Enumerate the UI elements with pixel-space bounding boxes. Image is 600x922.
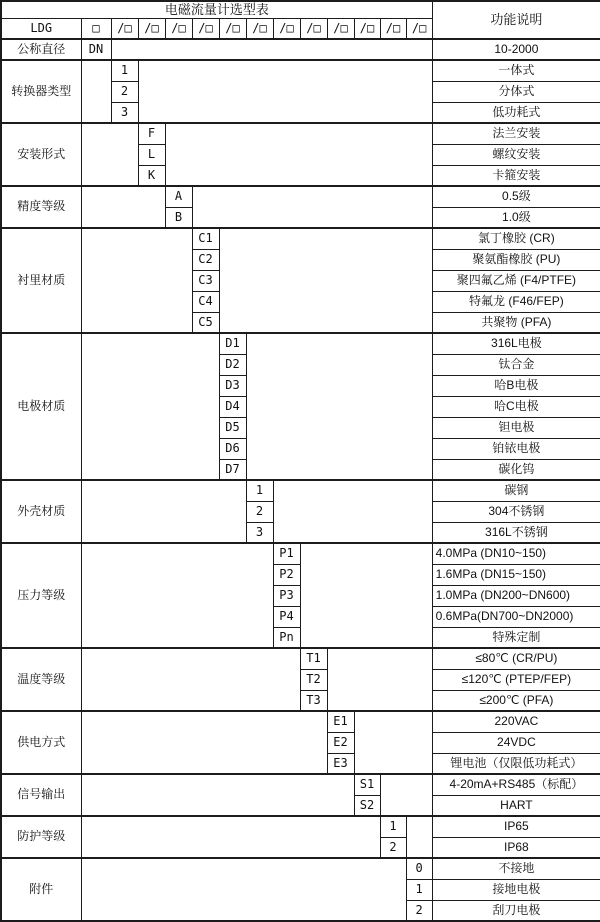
group-label-nominal-diameter: 公称直径 [1, 39, 81, 60]
code-power-e3: E3 [327, 753, 354, 774]
function-accessory-1: 接地电极 [432, 879, 600, 900]
model-slot-12: /□ [406, 18, 432, 39]
function-electrode-d3: 哈B电极 [432, 375, 600, 396]
function-converter-1: 一体式 [432, 60, 600, 81]
code-liner-c4: C4 [192, 291, 219, 312]
code-liner-c5: C5 [192, 312, 219, 333]
function-pressure-p3: 1.0MPa (DN200~DN600) [432, 585, 600, 606]
code-liner-c1: C1 [192, 228, 219, 249]
code-pressure-p1: P1 [273, 543, 300, 564]
empty-cell [81, 123, 138, 186]
function-electrode-d6: 铂铱电极 [432, 438, 600, 459]
model-slot-5: /□ [219, 18, 246, 39]
function-liner-c1: 氯丁橡胶 (CR) [432, 228, 600, 249]
function-protection-2: IP68 [432, 837, 600, 858]
code-pressure-p4: P4 [273, 606, 300, 627]
code-electrode-d3: D3 [219, 375, 246, 396]
group-label-signal-output: 信号输出 [1, 774, 81, 816]
code-temp-t1: T1 [300, 648, 327, 669]
model-slot-7: /□ [273, 18, 300, 39]
code-install-k: K [138, 165, 165, 186]
code-converter-1: 1 [111, 60, 138, 81]
code-electrode-d4: D4 [219, 396, 246, 417]
model-slot-1: /□ [111, 18, 138, 39]
empty-cell [273, 480, 432, 543]
empty-cell [138, 60, 432, 123]
function-housing-3: 316L不锈钢 [432, 522, 600, 543]
empty-cell [81, 543, 273, 648]
code-housing-2: 2 [246, 501, 273, 522]
empty-cell [354, 711, 432, 774]
model-slot-4: /□ [192, 18, 219, 39]
code-install-l: L [138, 144, 165, 165]
empty-cell [219, 228, 432, 333]
function-accuracy-b: 1.0级 [432, 207, 600, 228]
group-label-accessories: 附件 [1, 858, 81, 921]
function-install-l: 螺纹安装 [432, 144, 600, 165]
function-temp-t1: ≤80℃ (CR/PU) [432, 648, 600, 669]
group-label-housing: 外壳材质 [1, 480, 81, 543]
code-accuracy-b: B [165, 207, 192, 228]
function-install-k: 卡箍安装 [432, 165, 600, 186]
code-dn: DN [81, 39, 111, 60]
code-housing-1: 1 [246, 480, 273, 501]
function-liner-c5: 共聚物 (PFA) [432, 312, 600, 333]
empty-cell [81, 333, 219, 480]
code-power-e1: E1 [327, 711, 354, 732]
function-column-header: 功能说明 [432, 1, 600, 39]
function-power-e2: 24VDC [432, 732, 600, 753]
empty-cell [81, 480, 246, 543]
model-box: □ [81, 18, 111, 39]
group-label-electrode: 电极材质 [1, 333, 81, 480]
code-accessory-0: 0 [406, 858, 432, 879]
code-housing-3: 3 [246, 522, 273, 543]
empty-cell [111, 39, 432, 60]
function-accessory-0: 不接地 [432, 858, 600, 879]
function-dn: 10-2000 [432, 39, 600, 60]
empty-cell [81, 774, 354, 816]
function-housing-2: 304不锈钢 [432, 501, 600, 522]
function-pressure-p1: 4.0MPa (DN10~150) [432, 543, 600, 564]
table-title: 电磁流量计选型表 [1, 1, 432, 18]
function-pressure-p4: 0.6MPa(DN700~DN2000) [432, 606, 600, 627]
function-accuracy-a: 0.5级 [432, 186, 600, 207]
code-electrode-d2: D2 [219, 354, 246, 375]
code-converter-2: 2 [111, 81, 138, 102]
code-converter-3: 3 [111, 102, 138, 123]
function-pressure-pn: 特殊定制 [432, 627, 600, 648]
function-temp-t3: ≤200℃ (PFA) [432, 690, 600, 711]
code-temp-t2: T2 [300, 669, 327, 690]
function-liner-c3: 聚四氟乙烯 (F4/PTFE) [432, 270, 600, 291]
empty-cell [165, 123, 432, 186]
model-prefix: LDG [1, 18, 81, 39]
empty-cell [300, 543, 432, 648]
group-label-liner: 衬里材质 [1, 228, 81, 333]
code-protection-1: 1 [380, 816, 406, 837]
model-slot-9: /□ [327, 18, 354, 39]
function-liner-c2: 聚氨酯橡胶 (PU) [432, 249, 600, 270]
empty-cell [81, 60, 111, 123]
code-signal-s1: S1 [354, 774, 380, 795]
model-slot-8: /□ [300, 18, 327, 39]
empty-cell [327, 648, 432, 711]
model-slot-3: /□ [165, 18, 192, 39]
group-label-temperature: 温度等级 [1, 648, 81, 711]
code-accuracy-a: A [165, 186, 192, 207]
empty-cell [81, 816, 380, 858]
function-converter-3: 低功耗式 [432, 102, 600, 123]
group-label-converter-type: 转换器类型 [1, 60, 81, 123]
code-liner-c3: C3 [192, 270, 219, 291]
empty-cell [81, 228, 192, 333]
empty-cell [380, 774, 432, 816]
empty-cell [81, 858, 406, 921]
code-accessory-2: 2 [406, 900, 432, 921]
code-protection-2: 2 [380, 837, 406, 858]
code-accessory-1: 1 [406, 879, 432, 900]
code-electrode-d6: D6 [219, 438, 246, 459]
function-signal-s1: 4-20mA+RS485（标配） [432, 774, 600, 795]
function-install-f: 法兰安装 [432, 123, 600, 144]
function-electrode-d7: 碳化钨 [432, 459, 600, 480]
empty-cell [81, 711, 327, 774]
function-housing-1: 碳钢 [432, 480, 600, 501]
function-converter-2: 分体式 [432, 81, 600, 102]
group-label-protection: 防护等级 [1, 816, 81, 858]
group-label-installation: 安装形式 [1, 123, 81, 186]
empty-cell [192, 186, 432, 228]
model-slot-11: /□ [380, 18, 406, 39]
empty-cell [81, 648, 300, 711]
function-power-e3: 锂电池（仅限低功耗式） [432, 753, 600, 774]
function-electrode-d2: 钛合金 [432, 354, 600, 375]
function-liner-c4: 特氟龙 (F46/FEP) [432, 291, 600, 312]
code-electrode-d7: D7 [219, 459, 246, 480]
function-accessory-2: 刮刀电极 [432, 900, 600, 921]
group-label-power-supply: 供电方式 [1, 711, 81, 774]
function-signal-s2: HART [432, 795, 600, 816]
function-pressure-p2: 1.6MPa (DN15~150) [432, 564, 600, 585]
code-power-e2: E2 [327, 732, 354, 753]
model-slot-2: /□ [138, 18, 165, 39]
code-pressure-pn: Pn [273, 627, 300, 648]
group-label-accuracy: 精度等级 [1, 186, 81, 228]
function-electrode-d1: 316L电极 [432, 333, 600, 354]
function-electrode-d5: 钽电极 [432, 417, 600, 438]
code-temp-t3: T3 [300, 690, 327, 711]
code-install-f: F [138, 123, 165, 144]
empty-cell [246, 333, 432, 480]
group-label-pressure: 压力等级 [1, 543, 81, 648]
model-slot-10: /□ [354, 18, 380, 39]
code-pressure-p2: P2 [273, 564, 300, 585]
model-slot-6: /□ [246, 18, 273, 39]
empty-cell [81, 186, 165, 228]
code-electrode-d5: D5 [219, 417, 246, 438]
code-liner-c2: C2 [192, 249, 219, 270]
function-temp-t2: ≤120℃ (PTEP/FEP) [432, 669, 600, 690]
code-signal-s2: S2 [354, 795, 380, 816]
code-pressure-p3: P3 [273, 585, 300, 606]
code-electrode-d1: D1 [219, 333, 246, 354]
function-power-e1: 220VAC [432, 711, 600, 732]
empty-cell [406, 816, 432, 858]
function-electrode-d4: 哈C电极 [432, 396, 600, 417]
function-protection-1: IP65 [432, 816, 600, 837]
